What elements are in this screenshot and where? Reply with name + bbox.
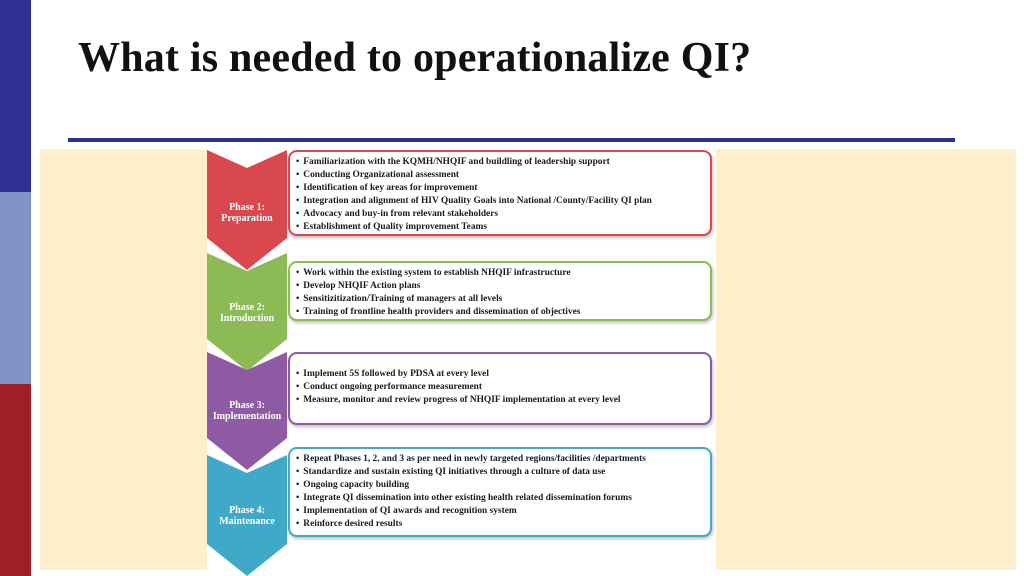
phase-3-name: Implementation bbox=[212, 411, 282, 422]
phase-4-label bbox=[207, 505, 287, 527]
title-underline bbox=[68, 138, 955, 142]
phase-1-label bbox=[207, 202, 287, 224]
phase-4-item: • Ongoing capacity building bbox=[296, 479, 704, 492]
phase-1-item: • Familiarization with the KQMH/NHQIF and buildling of leadership support bbox=[296, 156, 704, 169]
phase-2-item: • Sensitizitization/Training of managers at all levels bbox=[296, 293, 704, 306]
side-bar-top bbox=[0, 0, 31, 192]
phase-3-item: • Measure, monitor and review progress of NHQIF implementation at every level bbox=[296, 394, 704, 407]
phase-2-name: Introduction bbox=[219, 313, 275, 324]
phase-4-item: • Implementation of QI awards and recognition system bbox=[296, 505, 704, 518]
phase-4-item: • Standardize and sustain existing QI initiatives through a culture of data use bbox=[296, 466, 704, 479]
phase-3-chevron bbox=[207, 352, 287, 470]
phase-4-name: Maintenance bbox=[219, 516, 275, 527]
phase-1-item: • Integration and alignment of HIV Quality Goals into National /County/Facility QI plan bbox=[296, 195, 704, 208]
phase-1-number: Phase 1: bbox=[229, 202, 265, 213]
phase-1-item: • Identification of key areas for improvement bbox=[296, 182, 704, 195]
phase-4-item: • Repeat Phases 1, 2, and 3 as per need in newly targeted regions/facilities /departments bbox=[296, 453, 704, 466]
phase-2-item: • Develop NHQIF Action plans bbox=[296, 280, 704, 293]
slide-title: What is needed to operationalize QI? bbox=[78, 35, 752, 81]
phase-1-item: • Establishment of Quality improvement Teams bbox=[296, 221, 704, 234]
phase-2-item: • Work within the existing system to establish NHQIF infrastructure bbox=[296, 267, 704, 280]
phase-3-label bbox=[207, 400, 287, 422]
side-bar-bottom bbox=[0, 384, 31, 576]
side-bar-middle bbox=[0, 192, 31, 384]
phase-1-item: • Conducting Organizational assessment bbox=[296, 169, 704, 182]
phase-1-item: • Advocacy and buy-in from relevant stakeholders bbox=[296, 208, 704, 221]
phase-1-chevron bbox=[207, 150, 287, 270]
phase-4-item: • Integrate QI dissemination into other existing health related dissemination forums bbox=[296, 492, 704, 505]
phase-2-box bbox=[288, 261, 712, 321]
phase-diagram bbox=[207, 149, 716, 576]
phase-4-item: • Reinforce desired results bbox=[296, 518, 704, 531]
phase-4-box bbox=[288, 447, 712, 537]
phase-3-item: • Implement 5S followed by PDSA at every level bbox=[296, 368, 704, 381]
phase-1-box bbox=[288, 150, 712, 236]
phase-3-number: Phase 3: bbox=[229, 400, 265, 411]
phase-3-box bbox=[288, 352, 712, 425]
phase-3-item: • Conduct ongoing performance measurement bbox=[296, 381, 704, 394]
phase-1-name: Preparation bbox=[221, 213, 273, 224]
phase-2-label bbox=[207, 302, 287, 324]
phase-2-number: Phase 2: bbox=[229, 302, 265, 313]
phase-4-number: Phase 4: bbox=[229, 505, 265, 516]
phase-4-chevron bbox=[207, 455, 287, 576]
phase-2-item: • Training of frontline health providers and dissemination of objectives bbox=[296, 306, 704, 319]
